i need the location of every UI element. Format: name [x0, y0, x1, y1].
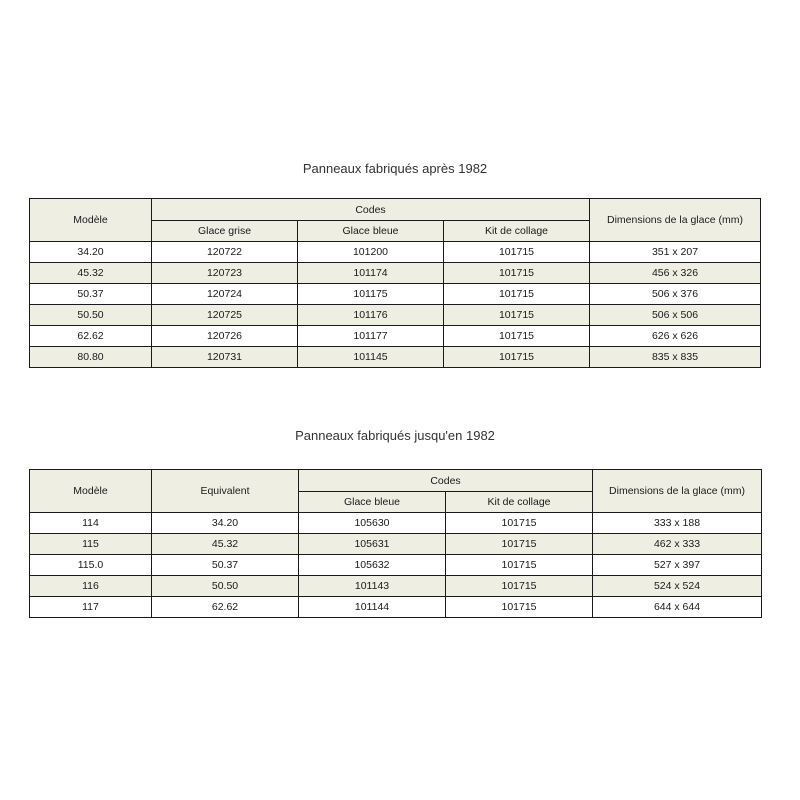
table-cell: 101143	[299, 576, 446, 597]
table-cell: 101715	[444, 326, 590, 347]
table-cell: 115	[30, 534, 152, 555]
table-cell: 101715	[446, 597, 593, 618]
panels-until-1982-table	[29, 469, 762, 618]
header-dimensions: Dimensions de la glace (mm)	[593, 470, 762, 513]
table-cell: 101144	[299, 597, 446, 618]
header-codes: Codes	[299, 470, 593, 492]
table-row	[30, 284, 761, 305]
table-row	[30, 513, 762, 534]
table-cell: 644 x 644	[593, 597, 762, 618]
table-cell: 50.50	[30, 305, 152, 326]
table-cell: 101715	[446, 576, 593, 597]
table-row	[30, 597, 762, 618]
table-cell: 101176	[298, 305, 444, 326]
table-row	[30, 576, 762, 597]
table-cell: 50.37	[152, 555, 299, 576]
table-cell: 105631	[299, 534, 446, 555]
table-cell: 115.0	[30, 555, 152, 576]
header-model: Modèle	[30, 199, 152, 242]
table-cell: 62.62	[152, 597, 299, 618]
table-cell: 527 x 397	[593, 555, 762, 576]
table-cell: 105632	[299, 555, 446, 576]
table-cell: 101715	[444, 347, 590, 368]
table-cell: 506 x 506	[590, 305, 761, 326]
table-cell: 626 x 626	[590, 326, 761, 347]
header-equivalent: Equivalent	[152, 470, 299, 513]
header-model: Modèle	[30, 470, 152, 513]
table-row	[30, 534, 762, 555]
table-cell: 506 x 376	[590, 284, 761, 305]
header-glace-bleue: Glace bleue	[299, 492, 446, 513]
table-cell: 50.37	[30, 284, 152, 305]
table-cell: 120722	[152, 242, 298, 263]
table-row	[30, 242, 761, 263]
table-cell: 120731	[152, 347, 298, 368]
table-cell: 101715	[444, 242, 590, 263]
table-cell: 101175	[298, 284, 444, 305]
table-cell: 120723	[152, 263, 298, 284]
table-cell: 101715	[444, 284, 590, 305]
table-row	[30, 305, 761, 326]
table-cell: 50.50	[152, 576, 299, 597]
table-cell: 462 x 333	[593, 534, 762, 555]
table-cell: 120726	[152, 326, 298, 347]
table-cell: 80.80	[30, 347, 152, 368]
table-title-until-1982: Panneaux fabriqués jusqu'en 1982	[295, 428, 495, 443]
header-glace-bleue: Glace bleue	[298, 221, 444, 242]
table-cell: 101174	[298, 263, 444, 284]
table-row	[30, 326, 761, 347]
table-cell: 101200	[298, 242, 444, 263]
table-cell: 101177	[298, 326, 444, 347]
table-row	[30, 555, 762, 576]
table-row	[30, 263, 761, 284]
table-cell: 120724	[152, 284, 298, 305]
panels-after-1982-table	[29, 198, 761, 368]
table-cell: 333 x 188	[593, 513, 762, 534]
table-title-after-1982: Panneaux fabriqués après 1982	[302, 161, 488, 176]
table-cell: 120725	[152, 305, 298, 326]
header-codes: Codes	[152, 199, 590, 221]
table-cell: 45.32	[30, 263, 152, 284]
header-kit-de-collage: Kit de collage	[446, 492, 593, 513]
table-cell: 62.62	[30, 326, 152, 347]
table-cell: 101715	[444, 305, 590, 326]
table-cell: 34.20	[152, 513, 299, 534]
header-dimensions: Dimensions de la glace (mm)	[590, 199, 761, 242]
table-cell: 101715	[446, 534, 593, 555]
table-cell: 116	[30, 576, 152, 597]
table-cell: 105630	[299, 513, 446, 534]
table-cell: 351 x 207	[590, 242, 761, 263]
table-cell: 101145	[298, 347, 444, 368]
table-row	[30, 347, 761, 368]
header-kit-de-collage: Kit de collage	[444, 221, 590, 242]
table-cell: 34.20	[30, 242, 152, 263]
table-cell: 101715	[446, 555, 593, 576]
table-cell: 117	[30, 597, 152, 618]
table-cell: 101715	[446, 513, 593, 534]
table-cell: 45.32	[152, 534, 299, 555]
table-cell: 835 x 835	[590, 347, 761, 368]
table-cell: 114	[30, 513, 152, 534]
header-glace-grise: Glace grise	[152, 221, 298, 242]
table-cell: 456 x 326	[590, 263, 761, 284]
table-cell: 524 x 524	[593, 576, 762, 597]
table-cell: 101715	[444, 263, 590, 284]
